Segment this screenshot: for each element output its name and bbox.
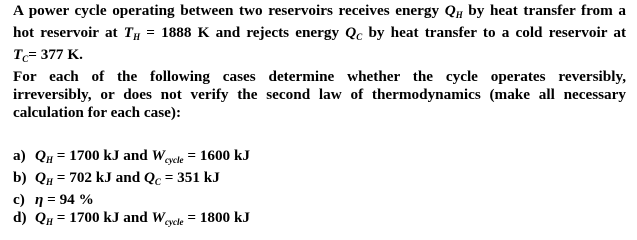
heat-symbol: Q [143,169,155,186]
intro-line-2 [13,24,626,46]
case-value: = 1700 kJ and [52,209,152,226]
heat-symbol: Q [35,169,46,186]
hot-subscript: H [455,10,463,20]
cold-subscript: C [22,54,29,64]
heat-symbol: Q [35,147,46,164]
task-line-1: For each of the following cases determine whether the cycle operates reversibly, [13,68,626,85]
case-value: = 702 kJ and [52,169,144,186]
case-label: c) [13,191,25,208]
intro-text: A power cycle operating between two reservoirs receives energy [13,2,445,19]
case-label: d) [13,209,27,226]
work-symbol: W [151,147,166,164]
temperature-symbol: T [123,24,134,41]
hot-subscript: H [133,32,141,42]
case-label: a) [13,147,26,164]
temperature-symbol: T [13,46,23,63]
cycle-subscript: cycle [165,217,184,227]
case-value: = 351 kJ [160,169,220,186]
case-b [13,169,250,191]
cycle-subscript: cycle [165,155,184,165]
case-value: = 1800 kJ [183,209,250,226]
case-label: b) [13,169,27,186]
hot-subscript: H [45,155,53,165]
case-value: = 1700 kJ and [52,147,152,164]
intro-line-3 [13,46,626,68]
problem-statement [13,2,626,122]
hot-subscript: H [45,217,53,227]
case-d [13,209,250,231]
task-line-3: calculation for each case): [13,104,182,121]
heat-symbol: Q [345,24,357,41]
case-value: = 94 % [43,191,94,208]
heat-symbol: Q [444,2,456,19]
case-list [13,147,250,231]
task-paragraph [13,68,626,122]
case-value: = 1600 kJ [183,147,250,164]
intro-text: by heat transfer to a cold reservoir at [362,24,627,41]
case-c [13,191,250,209]
intro-text: = 377 K. [28,46,83,63]
intro-text: hot reservoir at [13,24,124,41]
case-a [13,147,250,169]
intro-paragraph [13,2,626,68]
intro-text: = 1888 K and rejects energy [140,24,346,41]
work-symbol: W [151,209,166,226]
intro-text: by heat transfer from a [462,2,626,19]
cold-subscript: C [154,177,161,187]
intro-line-1 [13,2,626,24]
heat-symbol: Q [35,209,46,226]
task-line-2: irreversibly, or does not verify the second law of thermodynamics (make all necessary [13,86,626,103]
efficiency-symbol: η [35,191,44,208]
cold-subscript: C [356,32,363,42]
hot-subscript: H [45,177,53,187]
